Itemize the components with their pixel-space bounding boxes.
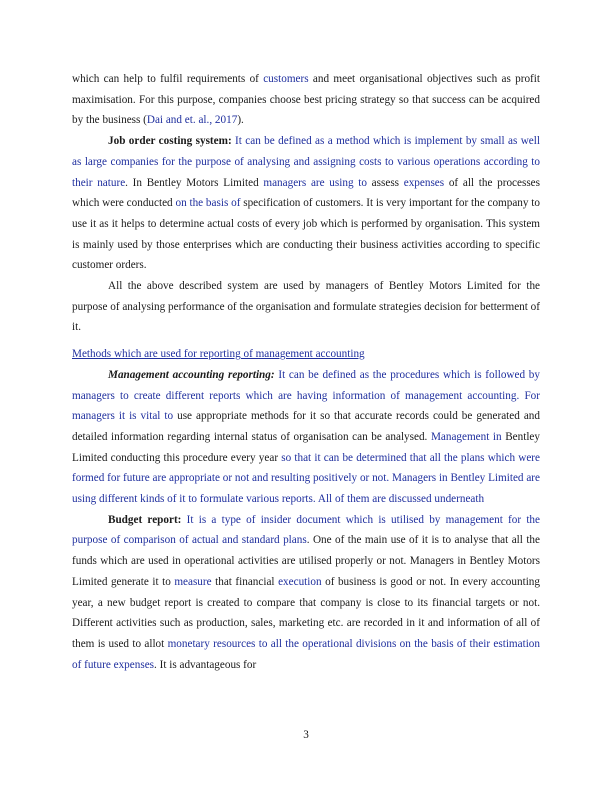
paragraph-systems-summary: All the above described system are used by managers of Bentley Motors Limited for the purpose of analysing performance of the organisation and formulate strategies decision for betterment of it. [72, 280, 540, 334]
term-budget-report: Budget report: [108, 513, 182, 526]
page-number: 3 [303, 729, 309, 741]
paragraph-budget-report: Budget report: It is a type of insider document which is utilised by management for the purpose of comparison of actual and standard plans. One of the main use of it is to analyse that all the funds which are used in operational activities are utilised properly or not. Managers in Bentley Motors Limited generate it to measure that financial execution of business is good or not. In every accounting year, a new budget report is created to compare that company is close to its financial targets or not. Different activities such as production, sales, marketing etc. are recorded in it and information of all of them is used to allot monetary resources to all the operational divisions on the basis of their estimation of future expenses. It is advantageous for [72, 513, 540, 671]
paragraph-job-order-costing: Job order costing system: It can be defined as a method which is implement by small as well as large companies for the purpose of analysing and assigning costs to various operations according to their nature. In Bentley Motors Limited managers are using to assess expenses of all the processes which were conducted on the basis of specification of customers. It is very important for the company to use it as it helps to determine actual costs of every job which is performed by organisation. This system is mainly used by those enterprises which are conducting their business activities according to specific customer orders. [72, 135, 540, 272]
paragraph-management-accounting-reporting: Management accounting reporting: It can be defined as the procedures which is followed by managers to create different reports which are having information of management accounting. For managers it is vital to use appropriate methods for it so that accurate records could be generated and detailed information regarding internal status of organisation can be analysed. Management in Bentley Limited conducting this procedure every year so that it can be determined that all the plans which were formed for future are appropriate or not and resulting positively or not. Managers in Bentley Limited are using different kinds of it to formulate various reports. All of them are discussed underneath [72, 368, 540, 506]
citation-dai-2017: Dai and et. al., 2017 [146, 114, 238, 127]
paragraph-pricing-strategy: which can help to fulfil requirements of customers and meet organisational objectives such as profit maximisation. For this purpose, companies choose best pricing strategy so that success can be acquired by the business (Dai and et. al., 2017). [72, 73, 540, 127]
page-body [72, 69, 540, 675]
highlight-customers: customers [263, 73, 309, 85]
section-heading-reporting-methods: Methods which are used for reporting of management accounting [72, 348, 365, 361]
term-management-accounting-reporting: Management accounting reporting: [108, 368, 275, 381]
term-job-order-costing: Job order costing system: [108, 135, 232, 148]
